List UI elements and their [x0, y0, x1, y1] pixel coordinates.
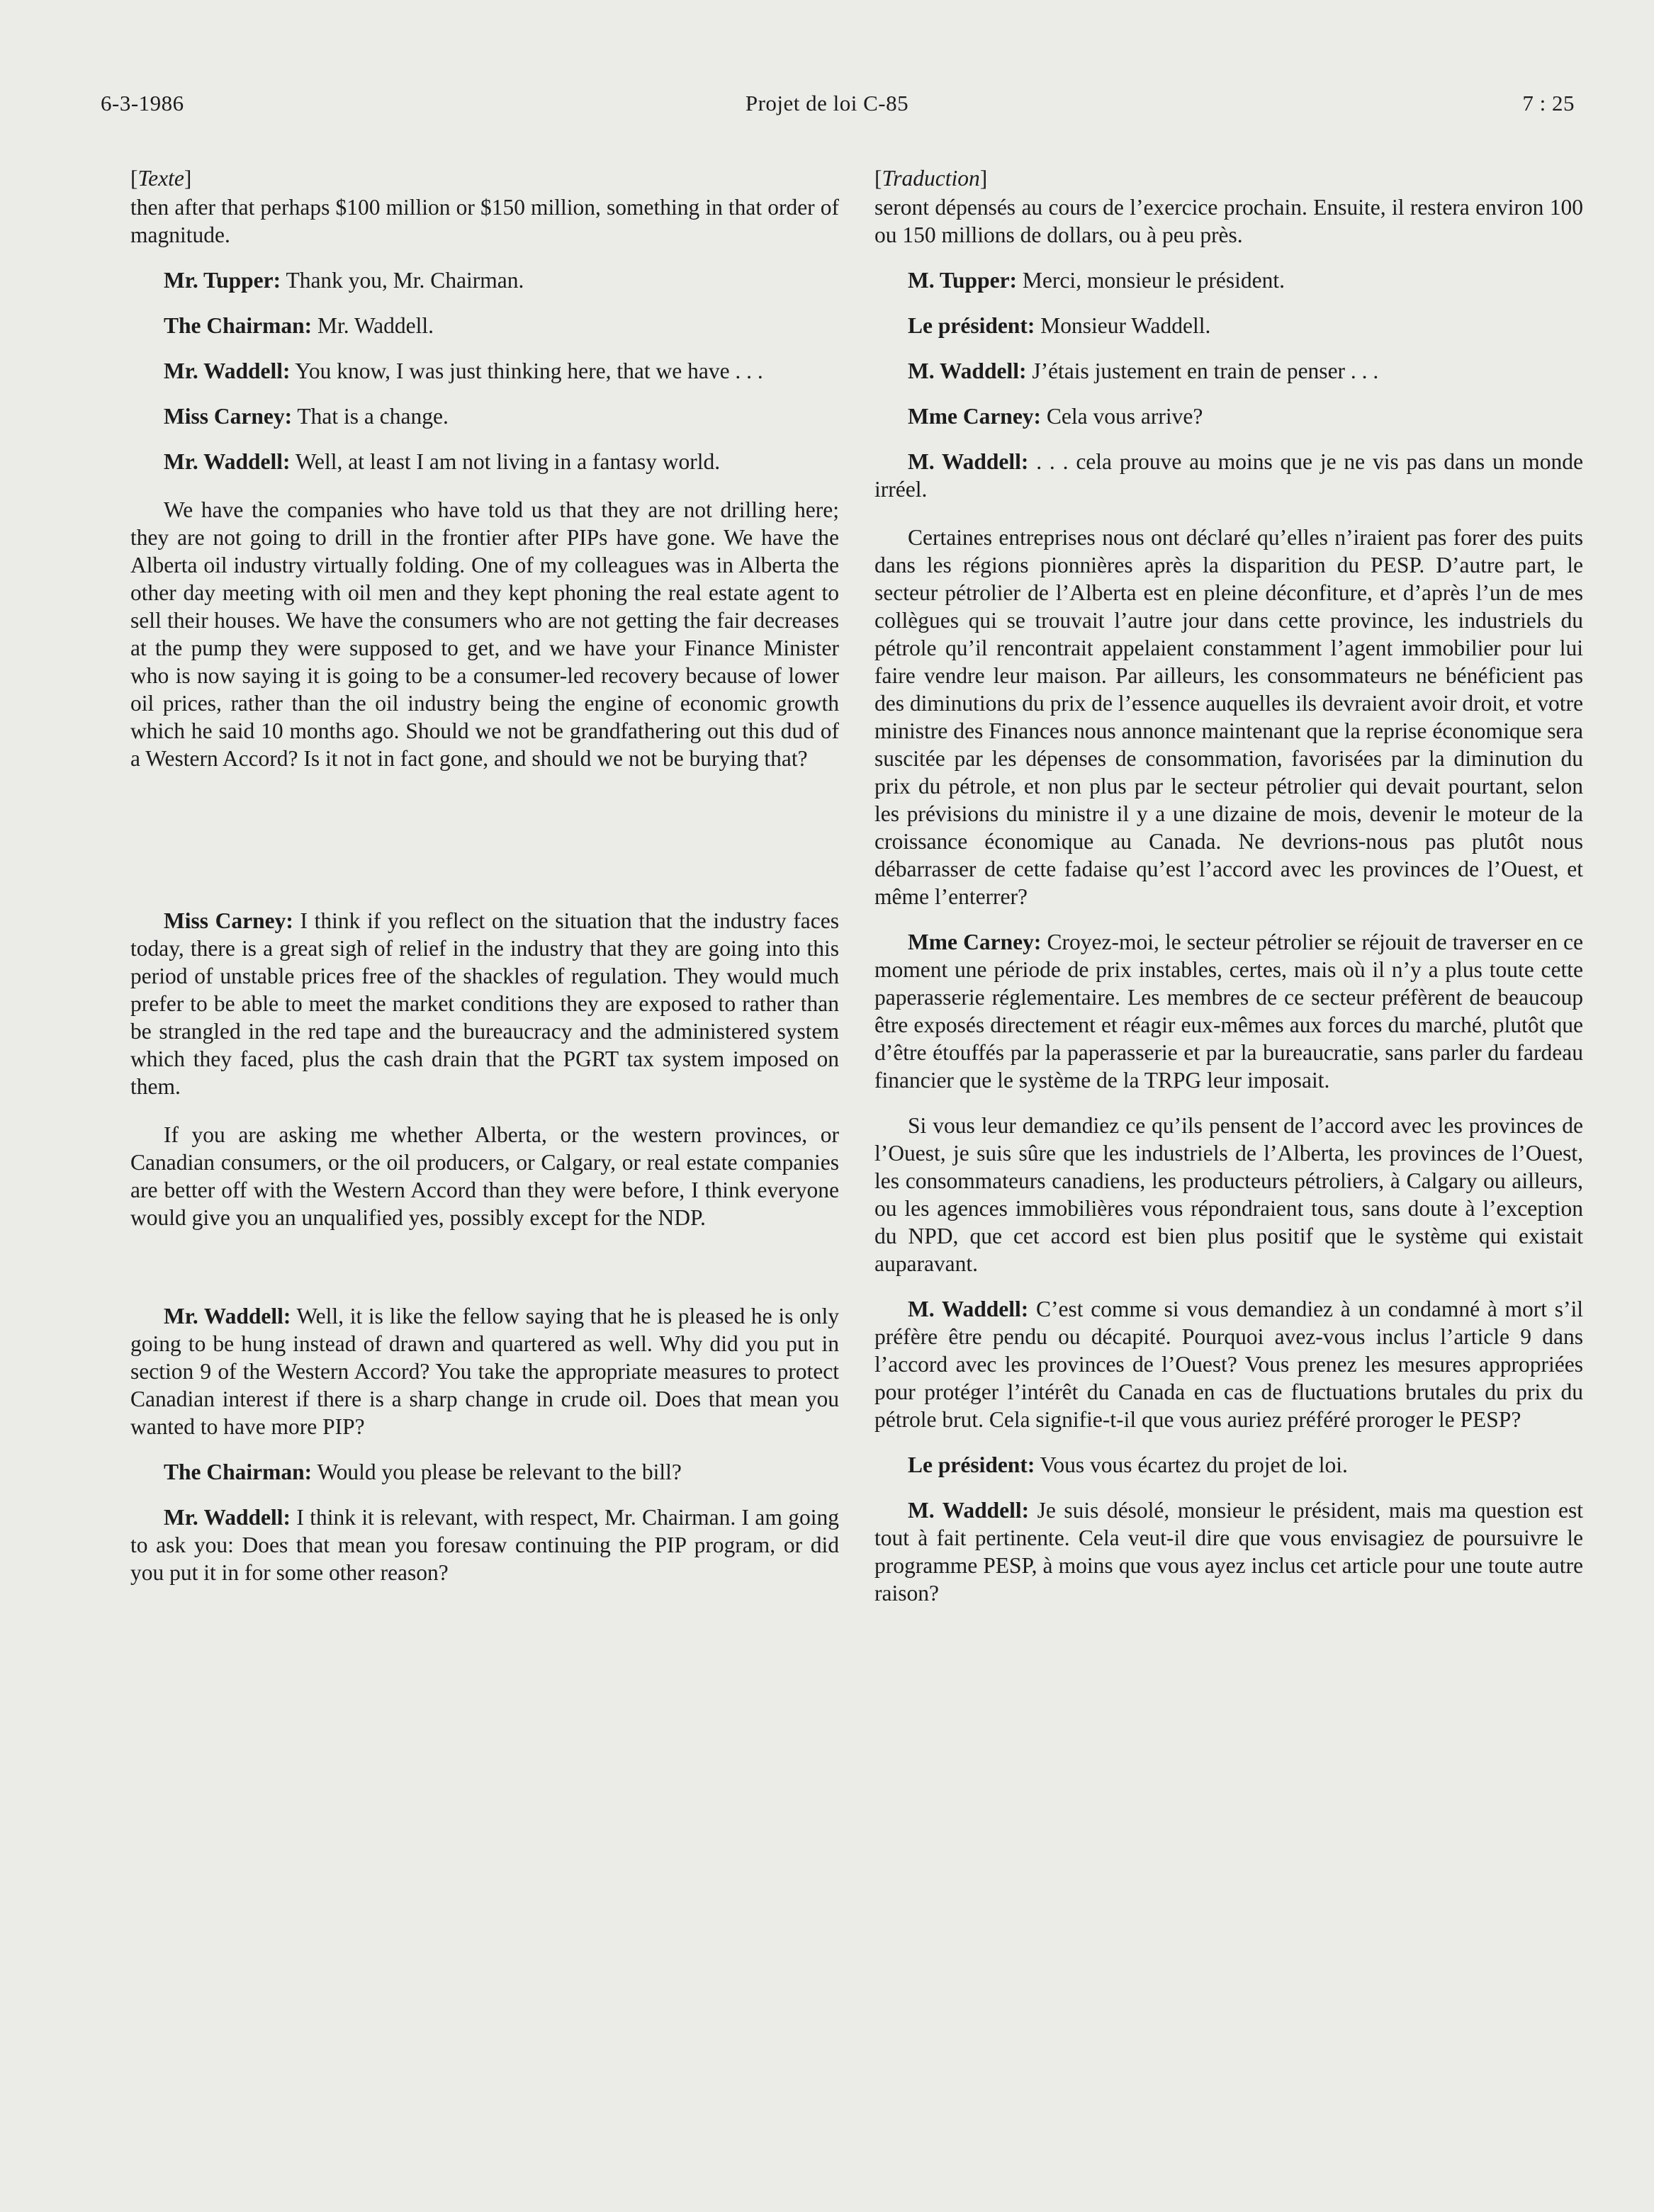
paragraph: Si vous leur demandiez ce qu’ils pensent de l’accord avec les provinces de l’Ouest, je suis sûre que les industriels de l’Alberta, les provinces de l’Ouest, les consommateurs canadiens, les producteurs pétroliers, à Calgary ou ailleurs, ou les agences immobilières vous répondraient tous, sans doute à l’exception du NPD, que cet accord est bien plus positif que le système qui existait auparavant. — [874, 1113, 1583, 1276]
speaker-name: M. Waddell: — [908, 1498, 1030, 1523]
paragraph: Mr. Waddell: You know, I was just thinking here, that we have . . . — [164, 359, 763, 383]
paragraph: Mr. Tupper: Thank you, Mr. Chairman. — [164, 268, 524, 293]
paragraph: Miss Carney: I think if you reflect on the situation that the industry faces today, there is a great sigh of relief in the industry that they are going into this period of unstable prices free of the shackles of regulation. They would much prefer to be able to meet the market conditions they are exposed to rather than be strangled in the red tape and the bureaucracy and the administered system which they faced, plus the cash drain that the PGRT tax system imposed on them. — [130, 908, 839, 1099]
speaker-name: Le président: — [908, 313, 1035, 338]
column-label-english: [Texte] — [130, 166, 192, 191]
paragraph: seront dépensés au cours de l’exercice prochain. Ensuite, il restera environ 100 ou 150 millions de dollars, ou à peu près. — [874, 195, 1583, 247]
paragraph: Certaines entreprises nous ont déclaré qu’elles n’iraient pas forer des puits dans les régions pionnières après la disparition du PESP. D’autre part, le secteur pétrolier de l’Alberta est en pleine déconfiture, et d’après l’un de mes collègues qui se trouvait l’autre jour dans cette province, les industriels du pétrole qu’il rencontrait appelaient constamment l’agent immobilier pour lui faire vendre leur maison. Par ailleurs, les consommateurs ne bénéficient pas des diminutions du prix de l’essence auquelles ils devraient avoir droit, et votre ministre des Finances nous annonce maintenant que la reprise économique sera suscitée par les dépenses de consommation, favorisées par la diminution du prix du pétrole, et non plus par le secteur pétrolier qui devait pourtant, selon les prévisions du ministre il y a une dizaine de mois, devenir le moteur de la croissance économique au Canada. Ne devrions-nous pas plutôt nous débarrasser de cette fadaise qu’est l’accord avec les provinces de l’Ouest, et même l’enterrer? — [874, 525, 1583, 909]
speaker-name: The Chairman: — [164, 313, 313, 338]
paragraph: M. Waddell: C’est comme si vous demandiez à un condamné à mort s’il préfère être pendu ou décapité. Pourquoi avez-vous inclus l’article 9 dans l’accord avec les provinces de l’Ouest? Vous prenez les mesures appropriées pour protéger l’intérêt du Canada en cas de fluctuations brutales du prix du pétrole brut. Cela signifie-t-il que vous auriez préféré proroger le PESP? — [874, 1297, 1583, 1432]
speaker-name: The Chairman: — [164, 1460, 313, 1484]
paragraph: M. Waddell: Je suis désolé, monsieur le président, mais ma question est tout à fait pertinente. Cela veut-il dire que vous envisagiez de poursuivre le programme PESP, à moins que vous ayez inclus cet article pour une toute autre raison? — [874, 1498, 1584, 1606]
paragraph: Mme Carney: Croyez-moi, le secteur pétrolier se réjouit de traverser en ce moment une période de prix instables, certes, mais où il n’y a plus toute cette paperasserie réglementaire. Les membres de ce secteur préfèrent de beaucoup être exposés directement et réagir eux-mêmes aux forces du marché, plutôt que d’être étouffés par la paperasserie et par la bureaucratie, sans parler du fardeau financier que le système de la TRPG leur imposait. — [874, 930, 1584, 1093]
header-title: Projet de loi C-85 — [745, 91, 909, 115]
speaker-name: Mr. Waddell: — [164, 359, 291, 383]
speaker-name: M. Waddell: — [908, 359, 1027, 383]
french-column — [874, 164, 1583, 1625]
paragraph: M. Tupper: Merci, monsieur le président. — [908, 268, 1285, 293]
paragraph: Mr. Waddell: I think it is relevant, with respect, Mr. Chairman. I am going to ask you: Does that mean you foresaw continuing the PIP program, or did you put it in for some other reason? — [130, 1505, 840, 1585]
speaker-name: M. Waddell: — [908, 1297, 1029, 1321]
speaker-name: M. Tupper: — [908, 268, 1018, 293]
paragraph: Mme Carney: Cela vous arrive? — [908, 404, 1203, 429]
speaker-name: Mr. Waddell: — [164, 449, 291, 474]
speaker-name: Le président: — [908, 1452, 1035, 1477]
speaker-name: Mr. Waddell: — [164, 1304, 291, 1328]
paragraph: Mr. Waddell: Well, it is like the fellow saying that he is pleased he is only going to be hung instead of drawn and quartered as well. Why did you put in section 9 of the Western Accord? You take the appropriate measures to protect Canadian interest if there is a sharp change in crude oil. Does that mean you wanted to have more PIP? — [130, 1304, 840, 1439]
speaker-name: Mme Carney: — [908, 930, 1042, 954]
header-page-number: 7 : 25 — [1522, 91, 1575, 115]
column-label-french: [Traduction] — [874, 166, 988, 191]
speaker-name: M. Waddell: — [908, 449, 1029, 474]
paragraph: then after that perhaps $100 million or $150 million, something in that order of magnitude. — [130, 195, 839, 247]
paragraph: The Chairman: Would you please be relevant to the bill? — [164, 1460, 682, 1484]
paragraph: M. Waddell: J’étais justement en train de penser . . . — [908, 359, 1379, 383]
paragraph: M. Waddell: . . . cela prouve au moins que je ne vis pas dans un monde irréel. — [874, 449, 1584, 502]
speaker-name: Mr. Tupper: — [164, 268, 281, 293]
header-date: 6-3-1986 — [101, 91, 184, 115]
paragraph: Le président: Monsieur Waddell. — [908, 313, 1211, 338]
paragraph: If you are asking me whether Alberta, or the western provinces, or Canadian consumers, or the oil producers, or Calgary, or real estate companies are better off with the Western Accord than they were before, I think everyone would give you an unqualified yes, possibly except for the NDP. — [130, 1122, 839, 1230]
paragraph: The Chairman: Mr. Waddell. — [164, 313, 434, 338]
paragraph: Le président: Vous vous écartez du projet de loi. — [908, 1452, 1348, 1477]
speaker-name: Mr. Waddell: — [164, 1505, 291, 1530]
english-column — [130, 164, 839, 1604]
paragraph: Miss Carney: That is a change. — [164, 404, 449, 429]
speaker-name: Miss Carney: — [164, 908, 293, 933]
paragraph: Mr. Waddell: Well, at least I am not living in a fantasy world. — [164, 449, 721, 474]
speaker-name: Mme Carney: — [908, 404, 1042, 429]
paragraph: We have the companies who have told us that they are not drilling here; they are not going to drill in the frontier after PIPs have gone. We have the Alberta oil industry virtually folding. One of my colleagues was in Alberta the other day meeting with oil men and they kept phoning the real estate agent to sell their houses. We have the consumers who are not getting the fair decreases at the pump they were supposed to get, and we have your Finance Minister who is now saying it is going to be a consumer-led recovery because of lower oil prices, rather than the oil industry being the engine of economic growth which he said 10 months ago. Should we not be grandfathering out this dud of a Western Accord? Is it not in fact gone, and should we not be burying that? — [130, 497, 839, 771]
speaker-name: Miss Carney: — [164, 404, 293, 429]
